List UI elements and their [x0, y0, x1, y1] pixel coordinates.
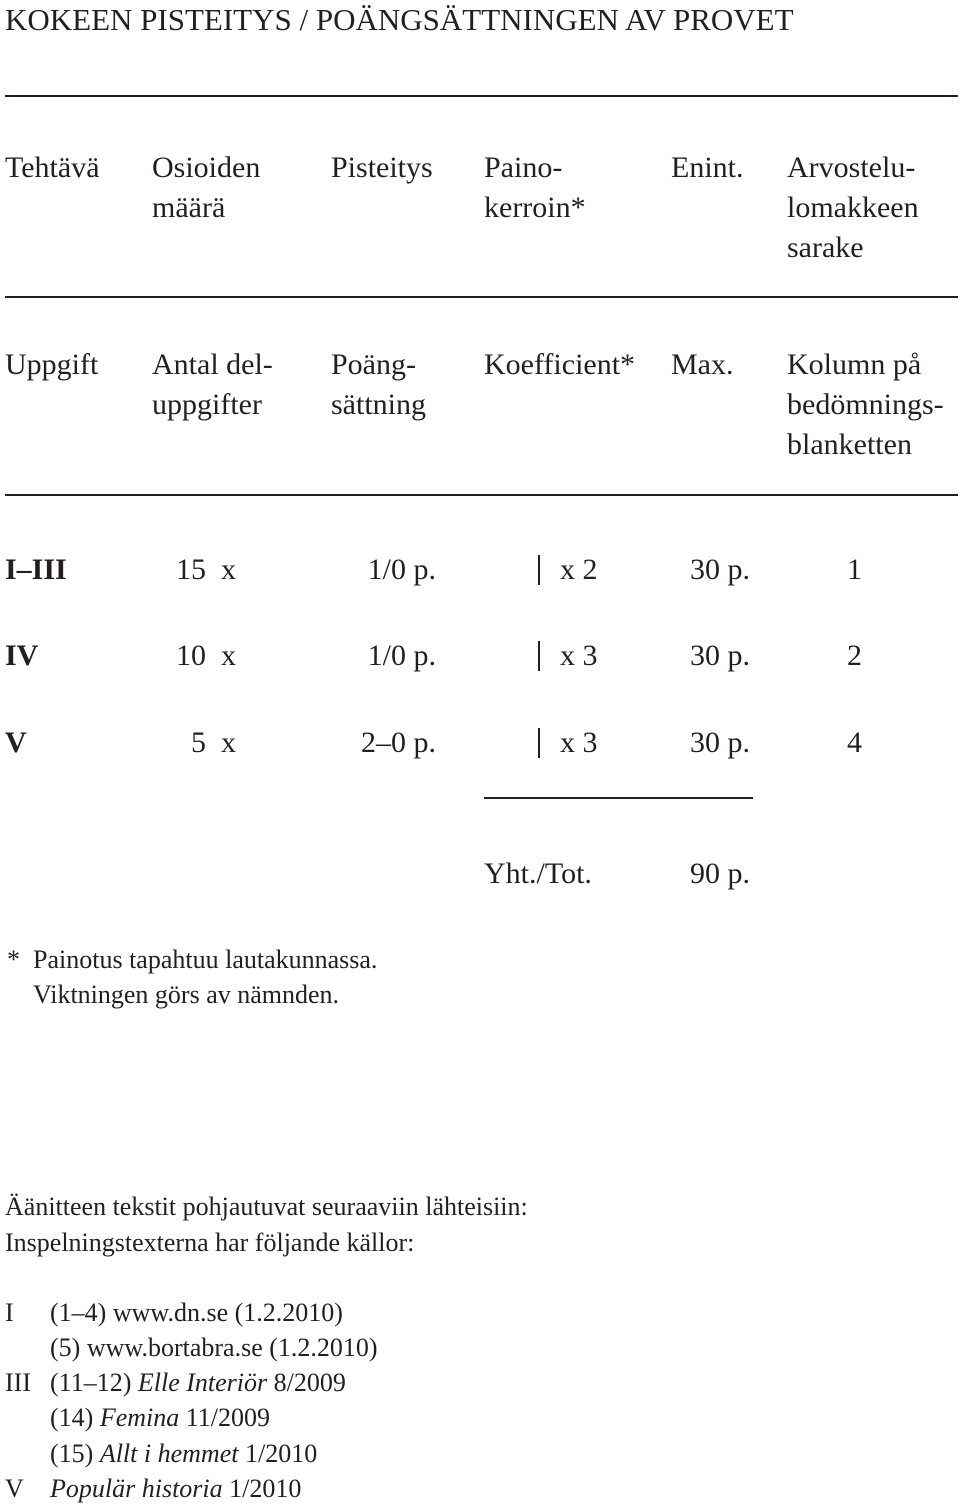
source-section: V — [5, 1474, 24, 1503]
header-coef-sv: Koefficient* — [484, 348, 636, 381]
header-coef-fi-line1: Paino- — [484, 151, 563, 184]
source-text: (11–12) — [50, 1368, 138, 1397]
row-max: 30 p. — [690, 639, 750, 672]
source-text: (14) — [50, 1403, 100, 1432]
row-task: I–III — [5, 553, 67, 586]
row-column: 2 — [847, 639, 862, 672]
row-coef: x 3 — [560, 726, 598, 759]
sources-intro-sv: Inspelningstexterna har följande källor: — [5, 1228, 415, 1257]
list-item — [50, 1471, 301, 1506]
header-max-fi: Enint. — [671, 151, 744, 184]
header-column-fi-line2: lomakkeen — [787, 191, 919, 224]
list-item — [50, 1330, 378, 1365]
source-issue: 1/2010 — [238, 1439, 318, 1468]
source-issue: 8/2009 — [267, 1368, 346, 1397]
header-task-sv: Uppgift — [5, 348, 99, 381]
header-column-fi-line3: sarake — [787, 231, 864, 264]
source-issue: 11/2009 — [179, 1403, 271, 1432]
row-count: 10 — [176, 639, 206, 672]
source-title: Elle Interiör — [137, 1368, 268, 1397]
source-text: (1–4) www.dn.se (1.2.2010) — [50, 1298, 343, 1327]
coef-bar — [538, 641, 540, 671]
header-max-sv: Max. — [671, 348, 734, 381]
list-item — [50, 1365, 346, 1400]
row-column: 1 — [847, 553, 862, 586]
header-column-fi-line1: Arvostelu- — [787, 151, 916, 184]
source-section: I — [5, 1298, 14, 1327]
source-issue: 1/2010 — [222, 1474, 302, 1503]
header-parts-sv-line1: Antal del- — [152, 348, 273, 381]
header-coef-fi-line2: kerroin* — [484, 191, 586, 224]
header-column-sv — [787, 345, 944, 465]
header-column-fi — [787, 148, 919, 268]
row-task: V — [5, 726, 27, 759]
source-text: (15) — [50, 1439, 100, 1468]
header-scoring-sv — [331, 345, 426, 425]
row-count: 15 — [176, 553, 206, 586]
total-rule — [484, 797, 753, 799]
row-x: x — [221, 639, 236, 672]
header-column-sv-line1: Kolumn på — [787, 348, 922, 381]
sources-intro-fi: Äänitteen tekstit pohjautuvat seuraaviin lähteisiin: — [5, 1192, 528, 1221]
page-title: KOKEEN PISTEITYS / POÄNGSÄTTNINGEN AV PROVET — [5, 2, 794, 37]
header-coef-fi — [484, 148, 586, 228]
header-divider-2 — [5, 494, 958, 496]
row-x: x — [221, 553, 236, 586]
header-scoring-sv-line1: Poäng- — [331, 348, 416, 381]
footnote-mark: * — [7, 945, 20, 974]
row-points: 1/0 p. — [367, 639, 436, 672]
list-item — [50, 1436, 317, 1471]
header-scoring-sv-line2: sättning — [331, 388, 426, 421]
coef-bar — [538, 728, 540, 758]
list-item — [50, 1295, 343, 1330]
row-column: 4 — [847, 726, 862, 759]
header-parts-fi-line2: määrä — [152, 191, 226, 224]
total-label: Yht./Tot. — [484, 857, 592, 890]
header-task-fi: Tehtävä — [5, 151, 100, 184]
row-max: 30 p. — [690, 553, 750, 586]
header-parts-sv — [152, 345, 273, 425]
row-coef: x 3 — [560, 639, 598, 672]
row-coef: x 2 — [560, 553, 598, 586]
source-section: III — [5, 1368, 31, 1397]
header-column-sv-line3: blanketten — [787, 428, 912, 461]
row-count: 5 — [191, 726, 206, 759]
source-text: (5) www.bortabra.se (1.2.2010) — [50, 1333, 378, 1362]
list-item — [50, 1400, 270, 1435]
header-parts-fi-line1: Osioiden — [152, 151, 261, 184]
header-column-sv-line2: bedömnings- — [787, 388, 944, 421]
header-scoring-fi: Pisteitys — [331, 151, 433, 184]
source-title: Allt i hemmet — [99, 1439, 239, 1468]
row-points: 2–0 p. — [361, 726, 436, 759]
title-rule — [5, 95, 958, 97]
source-title: Femina — [99, 1403, 180, 1432]
header-parts-fi — [152, 148, 260, 228]
row-points: 1/0 p. — [367, 553, 436, 586]
total-value: 90 p. — [690, 857, 750, 890]
row-x: x — [221, 726, 236, 759]
row-max: 30 p. — [690, 726, 750, 759]
header-divider-1 — [5, 296, 958, 298]
coef-bar — [538, 555, 540, 585]
source-title: Populär historia — [50, 1474, 223, 1503]
footnote-line-2: Viktningen görs av nämnden. — [33, 980, 340, 1009]
row-task: IV — [5, 639, 39, 672]
header-parts-sv-line2: uppgifter — [152, 388, 262, 421]
footnote-line-1: Painotus tapahtuu lautakunnassa. — [33, 945, 378, 974]
